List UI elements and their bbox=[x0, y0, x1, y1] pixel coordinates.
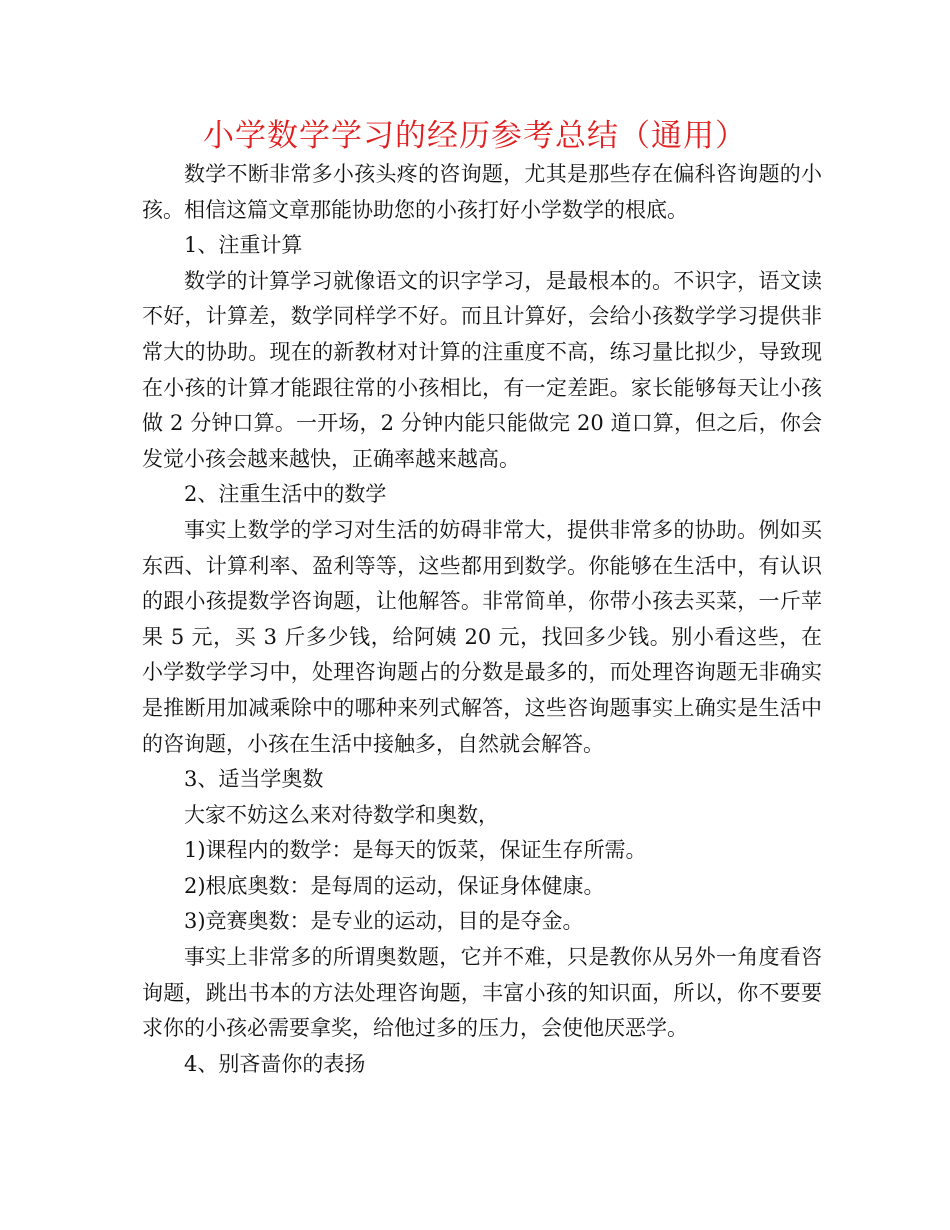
list-item-3: 3)竞赛奥数：是专业的运动，目的是夺金。 bbox=[184, 909, 584, 934]
document-title: 小学数学学习的经历参考总结（通用） bbox=[203, 118, 747, 154]
list-item-2: 2)根底奥数：是每周的运动，保证身体健康。 bbox=[184, 873, 605, 898]
paragraph-calculation: 数学的计算学习就像语文的识字学习，是最根本的。不识字，语文读不好，计算差，数学同样学不好。而且计算好，会给小孩数学学习提供非常大的协助。现在的新教材对计算的注重度不高，练习量比拟少，导致现在小孩的计算才能跟往常的小孩相比，有一定差距。家长能够每天让小孩做 2 分钟口算。一开场，2 分钟内能只能做完 20 道口算，但之后，你会发觉小孩会越来越快，正确率越来越高。 bbox=[142, 268, 822, 471]
paragraph-olympiad: 事实上非常多的所谓奥数题，它并不难，只是教你从另外一角度看咨询题，跳出书本的方法处理咨询题，丰富小孩的知识面，所以，你不要要求你的小孩必需要拿奖，给他过多的压力，会使他厌恶学。 bbox=[142, 945, 822, 1041]
section-heading-4: 4、别吝啬你的表扬 bbox=[184, 1051, 366, 1076]
paragraph-olympiad-intro: 大家不妨这么来对待数学和奥数， bbox=[184, 802, 499, 827]
list-item-1: 1)课程内的数学：是每天的饭菜，保证生存所需。 bbox=[184, 838, 647, 863]
section-heading-3: 3、适当学奥数 bbox=[184, 767, 324, 792]
section-heading-1: 1、注重计算 bbox=[184, 233, 303, 258]
paragraph-life-math: 事实上数学的学习对生活的妨碍非常大，提供非常多的协助。例如买东西、计算利率、盈利等等，这些都用到数学。你能够在生活中，有认识的跟小孩提数学咨询题，让他解答。非常简单，你带小孩去买菜，一斤苹果 5 元，买 3 斤多少钱，给阿姨 20 元，找回多少钱。别小看这些，在小学数学学习中，处理咨询题占的分数是最多的，而处理咨询题无非确实是推断用加减乘除中的哪种来列式解答，这些咨询题事实上确实是生活中的咨询题，小孩在生活中接触多，自然就会解答。 bbox=[142, 517, 822, 756]
document-body bbox=[142, 157, 822, 1082]
paragraph-intro: 数学不断非常多小孩头疼的咨询题，尤其是那些存在偏科咨询题的小孩。相信这篇文章那能协助您的小孩打好小学数学的根底。 bbox=[142, 162, 822, 222]
section-heading-2: 2、注重生活中的数学 bbox=[184, 482, 387, 507]
